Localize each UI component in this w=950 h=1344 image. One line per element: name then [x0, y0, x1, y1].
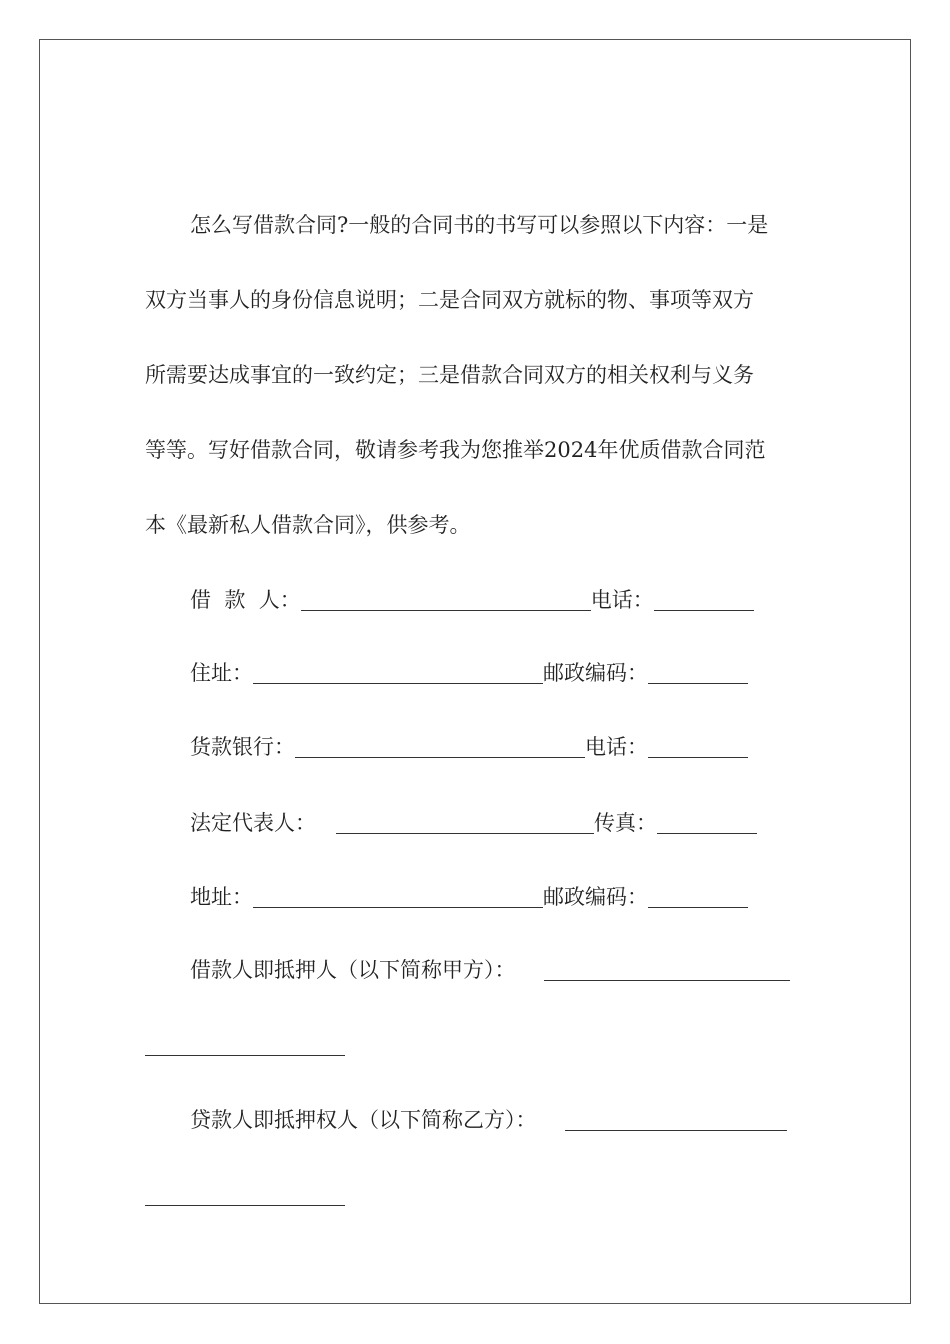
address-postcode-blank[interactable] [648, 661, 748, 684]
party-b-row [190, 1105, 787, 1135]
bank-address-blank[interactable] [253, 885, 543, 908]
address-postcode-label: 邮政编码： [543, 661, 648, 685]
borrower-name-blank[interactable] [301, 588, 591, 611]
legal-rep-blank[interactable] [336, 811, 594, 834]
borrower-phone-blank[interactable] [654, 588, 754, 611]
legal-rep-label: 法定代表人： [190, 811, 316, 835]
intro-line-5: 本《最新私人借款合同》，供参考。 [145, 513, 471, 537]
intro-line-2: 双方当事人的身份信息说明；二是合同双方就标的物、事项等双方 [145, 288, 754, 312]
address-label: 住址： [190, 661, 253, 685]
intro-line-3: 所需要达成事宜的一致约定；三是借款合同双方的相关权利与义务 [145, 363, 754, 387]
borrower-row [190, 585, 754, 615]
party-a-blank[interactable] [544, 958, 790, 981]
bank-row [190, 732, 748, 762]
party-a-row [190, 955, 790, 985]
intro-line-1: 怎么写借款合同?一般的合同书的书写可以参照以下内容：一是 [190, 213, 769, 237]
legal-rep-row [190, 808, 757, 838]
bank-phone-label: 电话： [585, 735, 648, 759]
intro-line-4: 等等。写好借款合同，敬请参考我为您推举2024年优质借款合同范 [145, 438, 766, 462]
address-row [190, 658, 748, 688]
party-b-blank-continued[interactable] [145, 1205, 345, 1206]
bank-label: 货款银行： [190, 735, 295, 759]
bank-name-blank[interactable] [295, 735, 585, 758]
bank-phone-blank[interactable] [648, 735, 748, 758]
bank-postcode-label: 邮政编码： [543, 885, 648, 909]
party-b-blank[interactable] [565, 1108, 787, 1131]
bank-postcode-blank[interactable] [648, 885, 748, 908]
fax-blank[interactable] [657, 811, 757, 834]
borrower-label: 借 款 人： [190, 588, 301, 612]
party-a-label: 借款人即抵押人（以下简称甲方）： [190, 958, 516, 982]
address-blank[interactable] [253, 661, 543, 684]
fax-label: 传真： [594, 811, 657, 835]
borrower-phone-label: 电话： [590, 588, 654, 612]
bank-address-label: 地址： [190, 885, 253, 909]
party-b-label: 贷款人即抵押权人（以下简称乙方）： [190, 1108, 537, 1132]
bank-address-row [190, 882, 748, 912]
party-a-blank-continued[interactable] [145, 1055, 345, 1056]
